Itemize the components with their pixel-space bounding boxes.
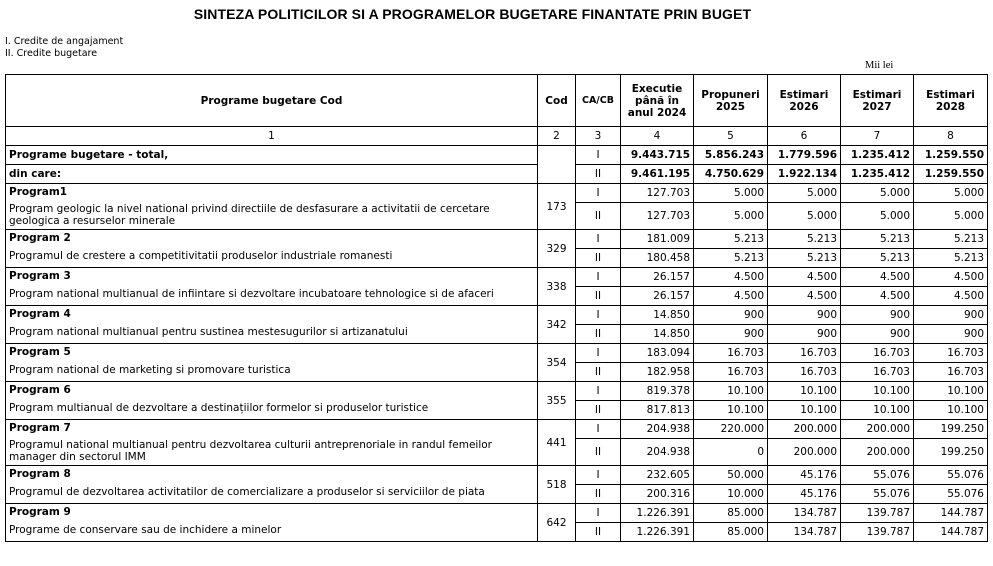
value-cell: 14.850 (621, 306, 694, 325)
value-cell: 5.000 (841, 203, 914, 230)
value-cell: 1.235.412 (841, 165, 914, 184)
value-cell: 10.100 (768, 382, 841, 401)
cacb-cell: I (576, 344, 621, 363)
program-cell (6, 466, 538, 504)
value-cell: 10.100 (841, 401, 914, 420)
cacb-cell: I (576, 230, 621, 249)
total-label-continued: din care: (6, 165, 538, 184)
value-cell: 900 (768, 325, 841, 344)
total-label: Programe bugetare - total, (6, 146, 538, 165)
value-cell: 85.000 (694, 504, 768, 523)
value-cell: 5.213 (694, 230, 768, 249)
program-cod: 441 (538, 420, 576, 466)
program-description: Programul de dezvoltarea activitatilor de comercializare a produselor si serviciilor de piata (9, 486, 485, 498)
value-cell: 204.938 (621, 420, 694, 439)
legend (5, 36, 123, 60)
value-cell: 900 (841, 325, 914, 344)
program-name: Program 9 (9, 506, 71, 518)
value-cell: 5.213 (768, 230, 841, 249)
cacb-cell: II (576, 363, 621, 382)
value-cell: 26.157 (621, 287, 694, 306)
program-name: Program 7 (9, 422, 71, 434)
cacb-cell: I (576, 420, 621, 439)
total-row-cb (6, 165, 988, 184)
value-cell: 900 (694, 325, 768, 344)
cacb-cell: I (576, 504, 621, 523)
cacb-cell: II (576, 249, 621, 268)
cacb-cell: II (576, 401, 621, 420)
column-number: 8 (914, 127, 988, 146)
program-cell (6, 184, 538, 230)
value-cell: 182.958 (621, 363, 694, 382)
value-cell: 16.703 (694, 363, 768, 382)
value-cell: 10.100 (914, 401, 988, 420)
program-description: Programul national multianual pentru dezvoltarea culturii antreprenoriale in randul femeilor manager din sectorul IMM (9, 439, 492, 463)
cacb-cell: I (576, 382, 621, 401)
value-cell: 4.500 (914, 287, 988, 306)
cacb-cell: II (576, 485, 621, 504)
program-cell (6, 420, 538, 466)
unit-label: Mii lei (865, 60, 894, 71)
value-cell: 5.213 (768, 249, 841, 268)
value-cell: 5.000 (914, 203, 988, 230)
value-cell: 1.259.550 (914, 146, 988, 165)
value-cell: 9.443.715 (621, 146, 694, 165)
program-row-ca (6, 504, 988, 523)
cacb-cell: II (576, 439, 621, 466)
value-cell: 4.500 (768, 287, 841, 306)
value-cell: 10.100 (768, 401, 841, 420)
value-cell: 16.703 (694, 344, 768, 363)
value-cell: 55.076 (841, 466, 914, 485)
value-cell: 139.787 (841, 523, 914, 542)
program-description: Programe de conservare sau de inchidere a minelor (9, 524, 282, 536)
header-programs: Programe bugetare Cod (6, 75, 538, 127)
value-cell: 139.787 (841, 504, 914, 523)
value-cell: 9.461.195 (621, 165, 694, 184)
value-cell: 14.850 (621, 325, 694, 344)
value-cell: 200.000 (768, 439, 841, 466)
value-cell: 200.000 (841, 420, 914, 439)
program-cell (6, 504, 538, 542)
value-cell: 199.250 (914, 420, 988, 439)
value-cell: 55.076 (841, 485, 914, 504)
value-cell: 26.157 (621, 268, 694, 287)
value-cell: 5.000 (841, 184, 914, 203)
program-cod: 329 (538, 230, 576, 268)
value-cell: 5.000 (768, 203, 841, 230)
program-description: Program national multianual de infiintare si dezvoltare incubatoare tehnologice si de afaceri (9, 288, 494, 300)
header-executie-2024: Executie până în anul 2024 (621, 75, 694, 127)
program-description: Program national multianual pentru sustinea mestesugurilor si artizanatului (9, 326, 408, 338)
column-number-row (6, 127, 988, 146)
value-cell: 50.000 (694, 466, 768, 485)
program-cell (6, 268, 538, 306)
value-cell: 900 (841, 306, 914, 325)
value-cell: 5.213 (694, 249, 768, 268)
header-cacb: CA/CB (576, 75, 621, 127)
value-cell: 144.787 (914, 504, 988, 523)
value-cell: 4.500 (768, 268, 841, 287)
program-row-ca (6, 466, 988, 485)
value-cell: 16.703 (768, 363, 841, 382)
program-cell (6, 230, 538, 268)
value-cell: 4.500 (841, 287, 914, 306)
value-cell: 220.000 (694, 420, 768, 439)
value-cell: 144.787 (914, 523, 988, 542)
value-cell: 199.250 (914, 439, 988, 466)
program-name: Program 5 (9, 346, 71, 358)
cacb-cell: II (576, 287, 621, 306)
value-cell: 45.176 (768, 485, 841, 504)
value-cell: 10.100 (914, 382, 988, 401)
value-cell: 127.703 (621, 203, 694, 230)
value-cell: 16.703 (841, 363, 914, 382)
header-propuneri-2025: Propuneri 2025 (694, 75, 768, 127)
budget-programs-table (5, 74, 988, 542)
header-estimari-2026: Estimari 2026 (768, 75, 841, 127)
program-cod: 355 (538, 382, 576, 420)
legend-item-cb: II. Credite bugetare (5, 48, 98, 59)
program-name: Program 8 (9, 468, 71, 480)
value-cell: 127.703 (621, 184, 694, 203)
value-cell: 85.000 (694, 523, 768, 542)
value-cell: 1.226.391 (621, 523, 694, 542)
value-cell: 181.009 (621, 230, 694, 249)
value-cell: 900 (768, 306, 841, 325)
value-cell: 5.000 (694, 184, 768, 203)
program-cell (6, 306, 538, 344)
value-cell: 5.213 (841, 249, 914, 268)
column-number: 3 (576, 127, 621, 146)
value-cell: 900 (914, 325, 988, 344)
program-description: Programul de crestere a competitivitatii produselor industriale romanesti (9, 250, 393, 262)
value-cell: 10.000 (694, 485, 768, 504)
cacb-cell: II (576, 523, 621, 542)
header-row (6, 75, 988, 127)
program-row-ca (6, 382, 988, 401)
program-cod: 518 (538, 466, 576, 504)
cacb-cell: I (576, 268, 621, 287)
program-row-ca (6, 306, 988, 325)
cacb-cell: I (576, 146, 621, 165)
header-estimari-2027: Estimari 2027 (841, 75, 914, 127)
program-cod: 642 (538, 504, 576, 542)
value-cell: 10.100 (841, 382, 914, 401)
value-cell: 5.213 (914, 249, 988, 268)
value-cell: 55.076 (914, 466, 988, 485)
document-title: SINTEZA POLITICILOR SI A PROGRAMELOR BUGETARE FINANTATE PRIN BUGET (193, 6, 752, 22)
total-row-ca (6, 146, 988, 165)
total-cod (538, 146, 576, 184)
program-cod: 173 (538, 184, 576, 230)
value-cell: 5.000 (914, 184, 988, 203)
program-description: Program national de marketing si promovare turistica (9, 364, 291, 376)
value-cell: 5.213 (841, 230, 914, 249)
value-cell: 16.703 (841, 344, 914, 363)
cacb-cell: I (576, 466, 621, 485)
value-cell: 16.703 (768, 344, 841, 363)
value-cell: 200.000 (841, 439, 914, 466)
value-cell: 10.100 (694, 401, 768, 420)
program-row-ca (6, 230, 988, 249)
value-cell: 204.938 (621, 439, 694, 466)
program-name: Program1 (9, 186, 68, 198)
value-cell: 1.259.550 (914, 165, 988, 184)
value-cell: 55.076 (914, 485, 988, 504)
program-name: Program 4 (9, 308, 71, 320)
program-cell (6, 382, 538, 420)
value-cell: 16.703 (914, 363, 988, 382)
header-estimari-2028: Estimari 2028 (914, 75, 988, 127)
value-cell: 817.813 (621, 401, 694, 420)
value-cell: 4.500 (694, 268, 768, 287)
column-number: 6 (768, 127, 841, 146)
program-name: Program 2 (9, 232, 71, 244)
value-cell: 10.100 (694, 382, 768, 401)
value-cell: 4.500 (914, 268, 988, 287)
value-cell: 0 (694, 439, 768, 466)
program-description: Program multianual de dezvoltare a destinațiilor formelor si produselor turistice (9, 402, 429, 414)
column-number: 1 (6, 127, 538, 146)
value-cell: 900 (914, 306, 988, 325)
value-cell: 200.000 (768, 420, 841, 439)
legend-item-ca: I. Credite de angajament (5, 36, 124, 47)
program-name: Program 3 (9, 270, 71, 282)
column-number: 5 (694, 127, 768, 146)
value-cell: 1.235.412 (841, 146, 914, 165)
cacb-cell: II (576, 325, 621, 344)
cacb-cell: II (576, 165, 621, 184)
value-cell: 1.922.134 (768, 165, 841, 184)
value-cell: 5.000 (768, 184, 841, 203)
table-body (6, 146, 988, 542)
value-cell: 232.605 (621, 466, 694, 485)
program-row-ca (6, 420, 988, 439)
value-cell: 1.779.596 (768, 146, 841, 165)
value-cell: 134.787 (768, 504, 841, 523)
value-cell: 5.000 (694, 203, 768, 230)
program-row-ca (6, 268, 988, 287)
value-cell: 5.856.243 (694, 146, 768, 165)
value-cell: 183.094 (621, 344, 694, 363)
value-cell: 4.500 (694, 287, 768, 306)
value-cell: 5.213 (914, 230, 988, 249)
program-cod: 338 (538, 268, 576, 306)
program-name: Program 6 (9, 384, 71, 396)
program-cod: 354 (538, 344, 576, 382)
value-cell: 4.750.629 (694, 165, 768, 184)
value-cell: 45.176 (768, 466, 841, 485)
cacb-cell: I (576, 184, 621, 203)
cacb-cell: II (576, 203, 621, 230)
value-cell: 180.458 (621, 249, 694, 268)
value-cell: 200.316 (621, 485, 694, 504)
value-cell: 900 (694, 306, 768, 325)
program-row-ca (6, 184, 988, 203)
header-cod: Cod (538, 75, 576, 127)
program-description: Program geologic la nivel national privind directiile de desfasurare a activitatii de cercetare geologica a resurselor minerale (9, 203, 490, 227)
value-cell: 16.703 (914, 344, 988, 363)
value-cell: 4.500 (841, 268, 914, 287)
program-cell (6, 344, 538, 382)
value-cell: 819.378 (621, 382, 694, 401)
value-cell: 1.226.391 (621, 504, 694, 523)
column-number: 7 (841, 127, 914, 146)
cacb-cell: I (576, 306, 621, 325)
program-row-ca (6, 344, 988, 363)
program-cod: 342 (538, 306, 576, 344)
column-number: 2 (538, 127, 576, 146)
column-number: 4 (621, 127, 694, 146)
value-cell: 134.787 (768, 523, 841, 542)
